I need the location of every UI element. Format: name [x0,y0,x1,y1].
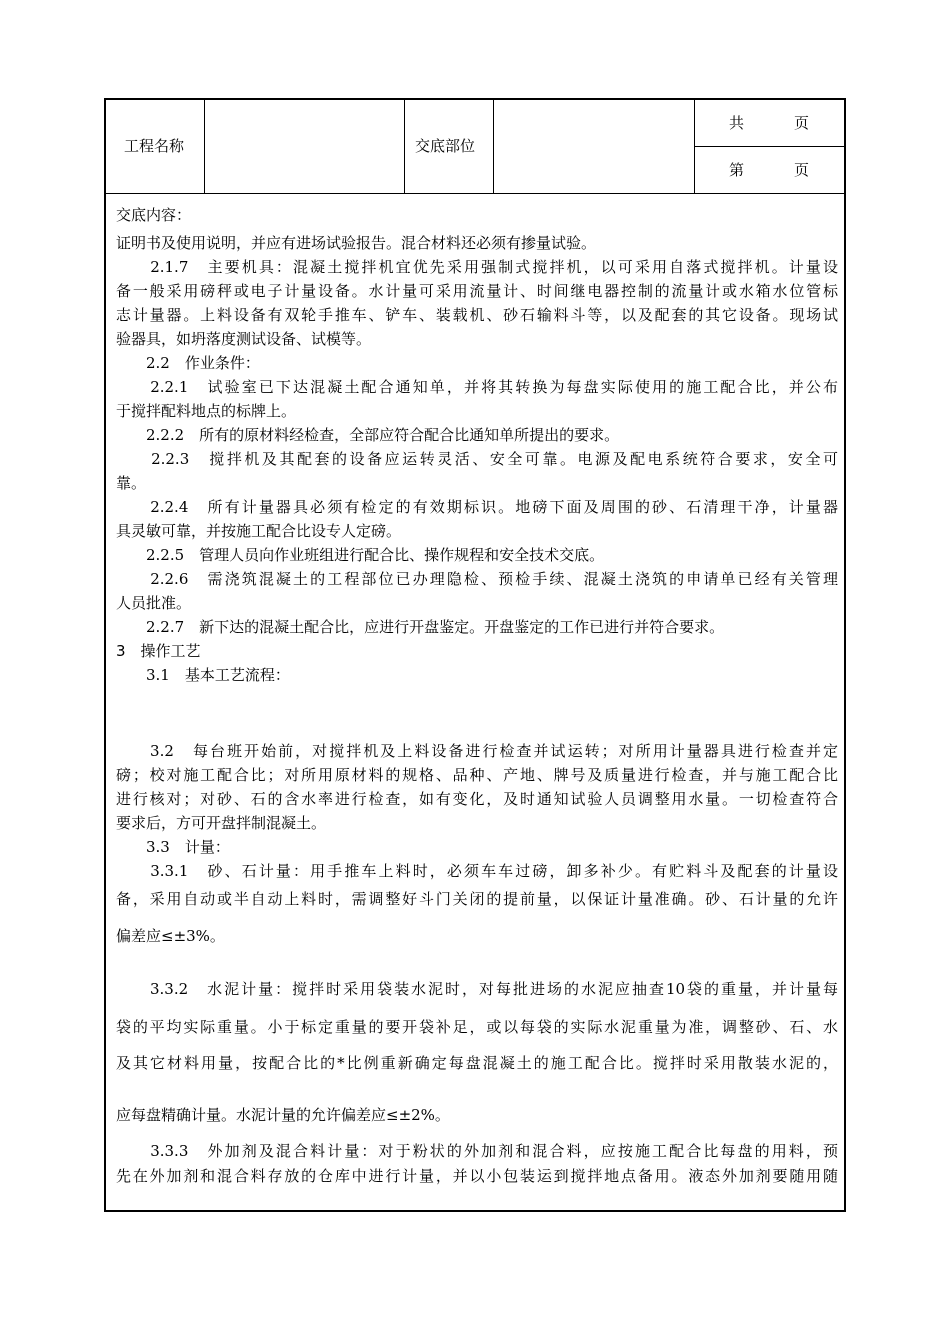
text-line: 于搅拌配料地点的标牌上。 [116,402,297,420]
text-line: 靠。 [116,474,147,492]
text-line: 应每盘精确计量。水泥计量的允许偏差应≤±2%。 [116,1106,450,1124]
text-line: 进行核对；对砂、石的含水率进行检查，如有变化，及时通知试验人员调整用水量。一切检查符合 [116,790,838,808]
text-line: 2.2.4 所有计量器具必须有检定的有效期标识。地磅下面及周围的砂、石清理干净，计量器 [116,498,838,516]
text-line: 验器具，如坍落度测试设备、试模等。 [116,330,372,348]
text-line: 2.2.2 所有的原材料经检查，全部应符合配合比通知单所提出的要求。 [116,426,620,444]
page-no-label: 第 [729,161,745,179]
divider [694,146,844,147]
disclosure-part-label: 交底部位 [415,137,476,155]
total-pages-unit: 页 [794,114,810,132]
text-line: 2.2.1 试验室已下达混凝土配合通知单，并将其转换为每盘实际使用的施工配合比，并公布 [116,378,838,396]
header-table [106,100,844,194]
text-line: 磅；校对施工配合比；对所用原材料的规格、品种、产地、牌号及质量进行检查，并与施工配合比 [116,766,838,784]
text-line: 袋的平均实际重量。小于标定重量的要开袋补足，或以每袋的实际水泥重量为准，调整砂、石、水 [116,1018,838,1036]
text-line: 2.2.3 搅拌机及其配套的设备应运转灵活、安全可靠。电源及配电系统符合要求，安全可 [116,450,838,468]
text-line: 先在外加剂和混合料存放的仓库中进行计量，并以小包装运到搅拌地点备用。液态外加剂要随用随 [116,1167,838,1185]
text-line: 3.3.1 砂、石计量：用手推车上料时，必须车车过磅，卸多补少。有贮料斗及配套的计量设 [116,862,838,880]
divider [404,100,405,193]
text-line: 3.1 基本工艺流程： [116,666,290,684]
text-line: 及其它材料用量，按配合比的*比例重新确定每盘混凝土的施工配合比。搅拌时采用散装水泥的， [116,1054,838,1072]
page-no-unit: 页 [794,161,810,179]
text-line: 3.3 计量： [116,838,230,856]
text-line: 人员批准。 [116,594,192,612]
text-line: 备一般采用磅秤或电子计量设备。水计量可采用流量计、时间继电器控制的流量计或水箱水位管标 [116,282,838,300]
disclosure-sheet [104,98,846,1212]
text-line: 志计量器。上料设备有双轮手推车、铲车、装载机、砂石输料斗等，以及配套的其它设备。现场试 [116,306,838,324]
section-heading: 3 操作工艺 [116,642,201,660]
text-line: 2.1.7 主要机具：混凝土搅拌机宜优先采用强制式搅拌机，以可采用自落式搅拌机。计量设 [116,258,838,276]
text-line: 备，采用自动或半自动上料时，需调整好斗门关闭的提前量，以保证计量准确。砂、石计量的允许 [116,890,838,908]
text-line: 3.2 每台班开始前，对搅拌机及上料设备进行检查并试运转；对所用计量器具进行检查并定 [116,742,838,760]
text-line: 2.2.6 需浇筑混凝土的工程部位已办理隐检、预检手续、混凝土浇筑的申请单已经有关管理 [116,570,838,588]
text-line: 2.2.7 新下达的混凝土配合比，应进行开盘鉴定。开盘鉴定的工作已进行并符合要求。 [116,618,725,636]
content-label: 交底内容： [116,206,192,224]
text-line: 偏差应≤±3%。 [116,927,225,945]
divider [493,100,494,193]
project-name-label: 工程名称 [124,137,185,155]
text-line: 2.2 作业条件： [116,354,260,372]
text-line: 要求后，方可开盘拌制混凝土。 [116,814,327,832]
total-pages-label: 共 [729,114,745,132]
text-line: 3.3.2 水泥计量：搅拌时采用袋装水泥时，对每批进场的水泥应抽查10袋的重量，并计量每 [116,980,838,998]
text-line: 2.2.5 管理人员向作业班组进行配合比、操作规程和安全技术交底。 [116,546,605,564]
divider [204,100,205,193]
text-line: 证明书及使用说明，并应有进场试验报告。混合材料还必须有掺量试验。 [116,234,597,252]
text-line: 3.3.3 外加剂及混合料计量：对于粉状的外加剂和混合料，应按施工配合比每盘的用料，预 [116,1142,838,1160]
text-line: 具灵敏可靠，并按施工配合比设专人定磅。 [116,522,402,540]
